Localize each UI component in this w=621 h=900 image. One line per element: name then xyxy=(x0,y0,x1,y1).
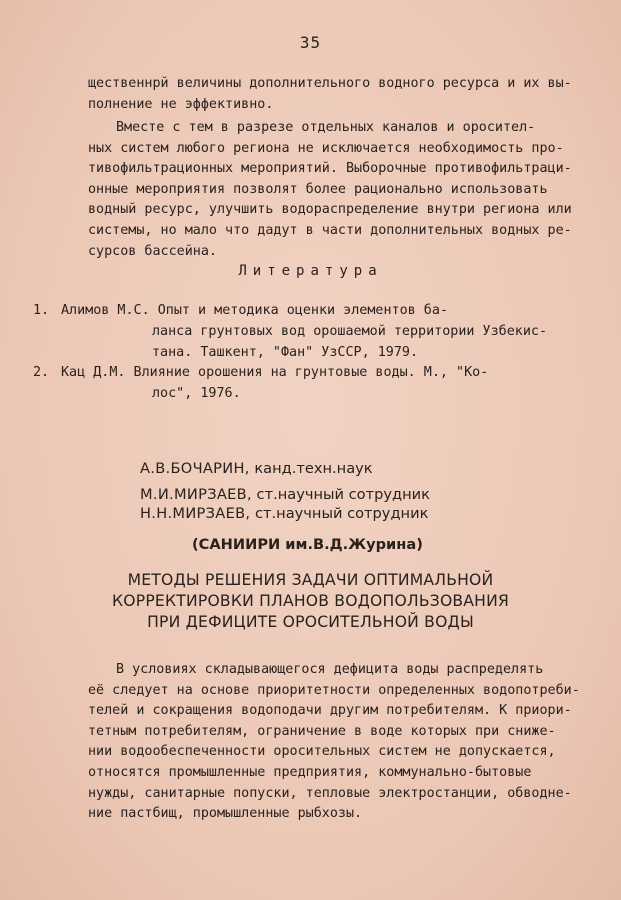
reference-text: Кац Д.М. Влияние орошения на грунтовые воды. М., "Ко- xyxy=(61,365,489,380)
reference-text: ланса грунтовых вод орошаемой территории Узбекис- xyxy=(152,324,548,339)
text-line: онные мероприятия позволят более рационально использовать xyxy=(88,181,548,197)
reference-number: 1. xyxy=(33,303,50,318)
reference-text: тана. Ташкент, "Фан" УзССР, 1979. xyxy=(152,345,419,360)
article-title-line: МЕТОДЫ РЕШЕНИЯ ЗАДАЧИ ОПТИМАЛЬНОЙ xyxy=(127,571,494,589)
body-paragraph xyxy=(88,660,584,825)
text-line: нужды, санитарные попуски, тепловые электростанции, обводне- xyxy=(88,785,572,801)
author-name: М.И.МИРЗАЕВ, xyxy=(140,486,252,503)
text-line: системы, но мало что дадут в части дополнительных водных ре- xyxy=(88,222,572,238)
author-name: Н.Н.МИРЗАЕВ, xyxy=(140,505,251,522)
author-role: канд.техн.наук xyxy=(254,460,373,477)
author-line xyxy=(140,505,428,522)
text-line: относятся промышленные предприятия, коммунально-бытовые xyxy=(88,764,532,780)
text-line: водный ресурс, улучшить водораспределение внутри региона или xyxy=(88,202,572,218)
text-line: её следует на основе приоритетности определенных водопотреби- xyxy=(88,682,580,698)
text-line: телей и сокращения водоподачи другим потребителям. К приори- xyxy=(88,703,572,719)
author-line xyxy=(140,486,430,503)
author-role: ст.научный сотрудник xyxy=(256,486,430,503)
institution: (САНИИРИ им.В.Д.Журина) xyxy=(192,536,423,553)
page-number: 35 xyxy=(299,33,322,52)
text-line: Вместе с тем в разрезе отдельных каналов и оросител- xyxy=(116,120,536,135)
text-line: ных систем любого региона не исключается необходимость про- xyxy=(88,140,564,156)
text-line: тивофильтрационных мероприятий. Выборочные противофильтраци- xyxy=(88,161,572,177)
article-title-line: ПРИ ДЕФИЦИТЕ ОРОСИТЕЛЬНОЙ ВОДЫ xyxy=(147,613,474,631)
author-role: ст.научный сотрудник xyxy=(255,505,429,522)
literature-heading: Литература xyxy=(238,263,383,279)
intro-paragraph xyxy=(88,74,584,115)
text-line: тетным потребителям, ограничение в воде которых при сниже- xyxy=(88,723,556,739)
text-line: полнение не эффективно. xyxy=(88,96,274,112)
reference-text: Алимов М.С. Опыт и методика оценки элементов ба- xyxy=(61,303,448,318)
paragraph-channels xyxy=(88,118,584,262)
author-line xyxy=(140,460,373,477)
text-line: сурсов бассейна. xyxy=(88,243,217,259)
article-title xyxy=(0,570,621,633)
article-title-line: КОРРЕКТИРОВКИ ПЛАНОВ ВОДОПОЛЬЗОВАНИЯ xyxy=(111,592,510,610)
reference-item xyxy=(33,362,593,404)
reference-number: 2. xyxy=(33,365,50,380)
reference-text: лос", 1976. xyxy=(152,386,241,401)
text-line: нии водообеспеченности оросительных систем не допускается, xyxy=(88,744,556,760)
reference-item xyxy=(33,300,593,363)
text-line: ние пастбищ, промышленные рыбхозы. xyxy=(88,806,363,822)
author-name: А.В.БОЧАРИН, xyxy=(140,460,250,477)
text-line: В условиях складывающегося дефицита воды распределять xyxy=(116,662,544,677)
text-line: щественнрй величины дополнительного водного ресурса и их вы- xyxy=(88,76,572,91)
